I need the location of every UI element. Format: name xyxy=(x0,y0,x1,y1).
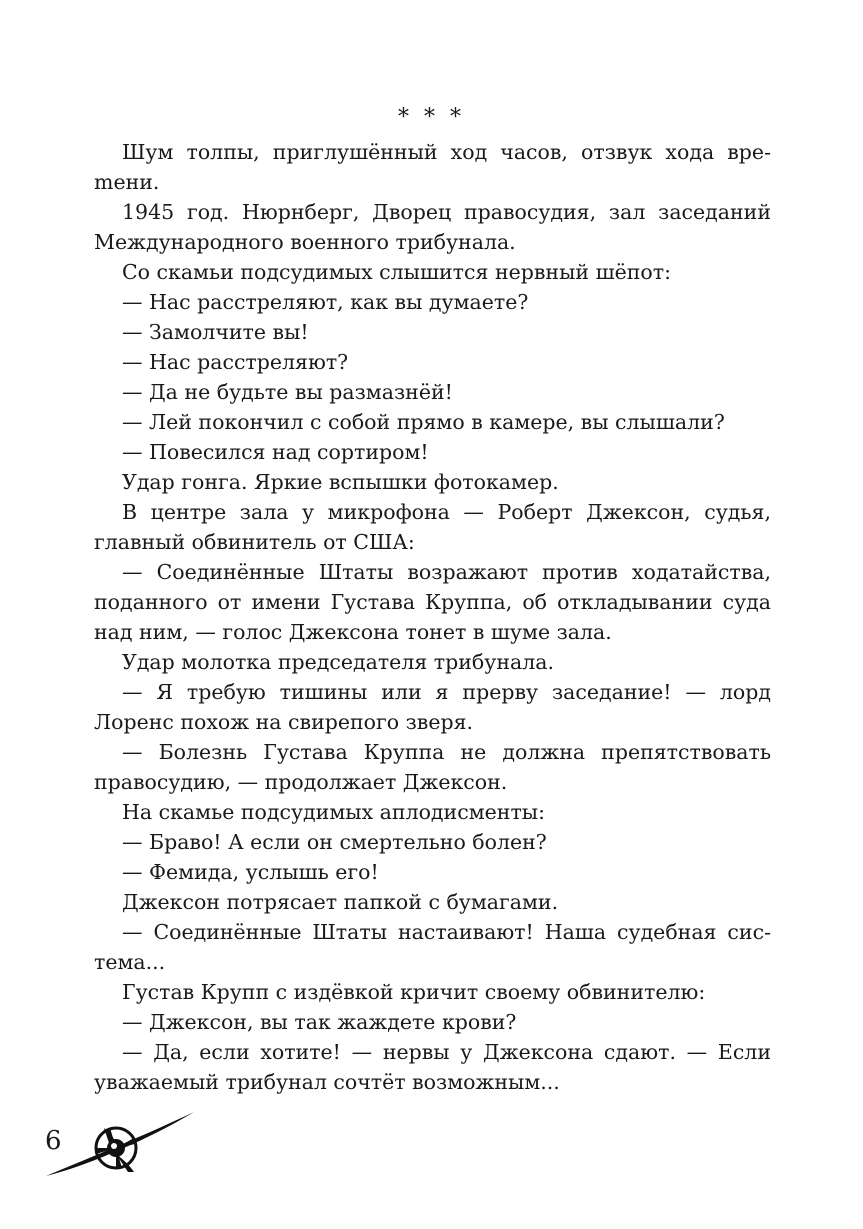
paragraph: — Соединённые Штаты возражают против ходатайства, поданного от имени Густава Круппа, об откладывании суда над ним, — голос Джексона тонет в шуме зала. xyxy=(94,560,771,644)
airplane-icon xyxy=(44,1108,196,1178)
paragraph: — Нас расстреляют? xyxy=(122,350,349,374)
section-separator: * * * xyxy=(398,105,465,130)
paragraph: 1945 год. Нюрнберг, Дворец правосудия, зал заседаний Международного военного трибунала. xyxy=(94,200,771,254)
paragraph: Густав Крупп с издёвкой кричит своему обвинителю: xyxy=(122,980,706,1004)
body-text xyxy=(94,137,771,1097)
paragraph: Джексон потрясает папкой с бумагами. xyxy=(122,890,559,914)
paragraph: — Лей покончил с собой прямо в камере, вы слышали? xyxy=(122,410,725,434)
paragraph: — Браво! А если он смертельно болен? xyxy=(122,830,547,854)
page-number: 6 xyxy=(45,1126,62,1156)
paragraph: В центре зала у микрофона — Роберт Джексон, судья, главный обвинитель от США: xyxy=(94,500,771,554)
paragraph: — Джексон, вы так жаждете крови? xyxy=(122,1010,517,1034)
paragraph: — Да не будьте вы размазнёй! xyxy=(122,380,453,404)
paragraph: — Повесился над сортиром! xyxy=(122,440,429,464)
paragraph: Со скамьи подсудимых слышится нервный шёпот: xyxy=(122,260,672,284)
paragraph: — Соединённые Штаты настаивают! Наша судебная система... xyxy=(94,920,771,974)
paragraph: — Я требую тишины или я прерву заседание! — лорд Лоренс похож на свирепого зверя. xyxy=(94,680,771,734)
paragraph: На скамье подсудимых аплодисменты: xyxy=(122,800,546,824)
paragraph: Удар гонга. Яркие вспышки фотокамер. xyxy=(122,470,559,494)
paragraph: — Нас расстреляют, как вы думаете? xyxy=(122,290,529,314)
paragraph: — Фемида, услышь его! xyxy=(122,860,379,884)
paragraph: — Да, если хотите! — нервы у Джексона сдают. — Если уважаемый трибунал сочтёт возможным... xyxy=(94,1040,771,1094)
paragraph: Шум толпы, приглушённый ход часов, отзвук хода вреmени. xyxy=(94,140,771,194)
paragraph: Удар молотка председателя трибунала. xyxy=(122,650,554,674)
paragraph: — Замолчите вы! xyxy=(122,320,309,344)
paragraph: — Болезнь Густава Круппа не должна препятствовать правосудию, — продолжает Джексон. xyxy=(94,740,771,794)
